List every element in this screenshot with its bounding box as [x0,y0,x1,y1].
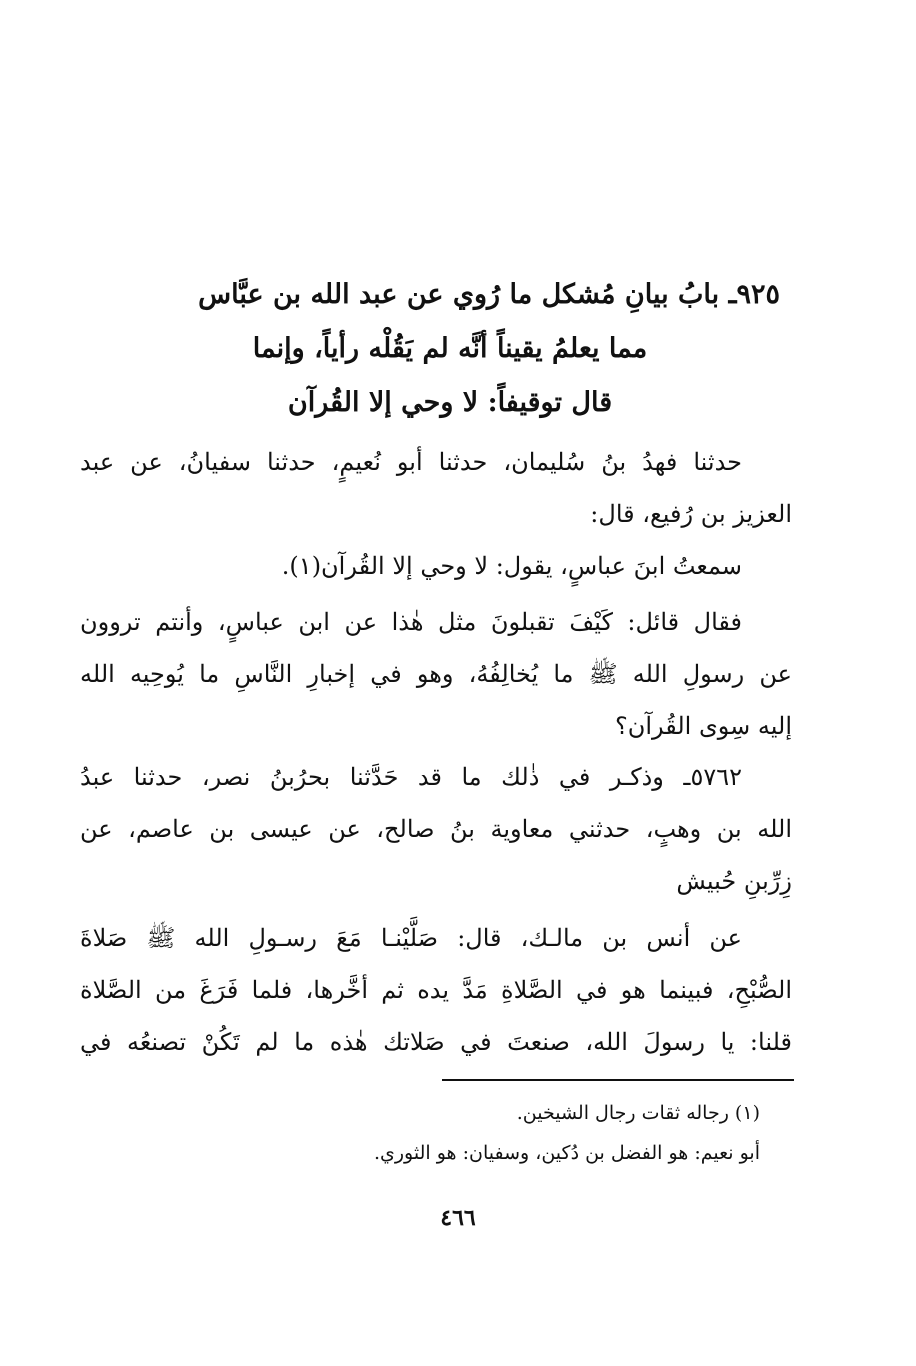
text-line: فقال قائل: كَيْفَ تقبلونَ مثل هٰذا عن ابن عباسٍ، وأنتم تروون [80,608,742,636]
text-line: سمعتُ ابنَ عباسٍ، يقول: لا وحي إلا القُرآن(١). [281,552,742,580]
text-line: الله بن وهبٍ، حدثني معاوية بنُ صالح، عن عيسى بن عاصم، عن [80,815,792,843]
paragraph-isnad [80,436,792,592]
text-line: عن أنس بن مالـك، قال: صَلَّيْنـا مَعَ رسـولِ الله ﷺ صَلاةَ [80,924,742,952]
text-line: عن رسولِ الله ﷺ ما يُخالِفُهُ، وهو في إخبارِ النَّاسِ ما يُوحِيه الله [80,660,792,688]
chapter-heading-line-1: ٩٢٥ـ بابُ بيانِ مُشكل ما رُوي عن عبد الله بن عبَّاس [198,279,780,310]
footnote-1: (١) رجاله ثقات رجال الشيخين. [516,1102,760,1124]
chapter-heading [110,268,790,430]
footnotes [200,1093,760,1173]
paragraph-hadith-5762 [80,751,792,907]
text-line: ٥٧٦٢ـ وذكـر في ذٰلك ما قد حَدَّثنا بحرُبنُ نصر، حدثنا عبدُ [80,763,742,791]
page-number: ٤٦٦ [440,1205,476,1231]
text-line: إليه سِوى القُرآن؟ [614,712,792,740]
text-line: حدثنا فهدُ بنُ سُليمان، حدثنا أبو نُعيمٍ، حدثنا سفيانُ، عن عبد [80,448,742,476]
text-line: قلنا: يا رسولَ الله، صنعتَ في صَلاتك هٰذه ما لم تَكُنْ تصنعُه في [80,1028,792,1056]
footnote-2: أبو نعيم: هو الفضل بن دُكين، وسفيان: هو الثوري. [373,1142,760,1164]
paragraph-anas [80,912,792,1068]
text-line: الصُّبْحِ، فبينما هو في الصَّلاةِ مَدَّ يده ثم أخَّرها، فلما فَرَغَ من الصَّلاة [80,976,792,1004]
text-line: العزيز بن رُفيع، قال: [590,500,792,528]
footnote-divider [442,1079,794,1081]
chapter-heading-line-3: قال توقيفاً: لا وحي إلا القُرآن [287,387,613,418]
paragraph-objection [80,596,792,752]
chapter-heading-line-2: مما يعلمُ يقيناً أنَّه لم يَقُلْه رأياً، وإنما [252,333,648,364]
text-line: زِرِّبنِ حُبيش [676,867,792,895]
